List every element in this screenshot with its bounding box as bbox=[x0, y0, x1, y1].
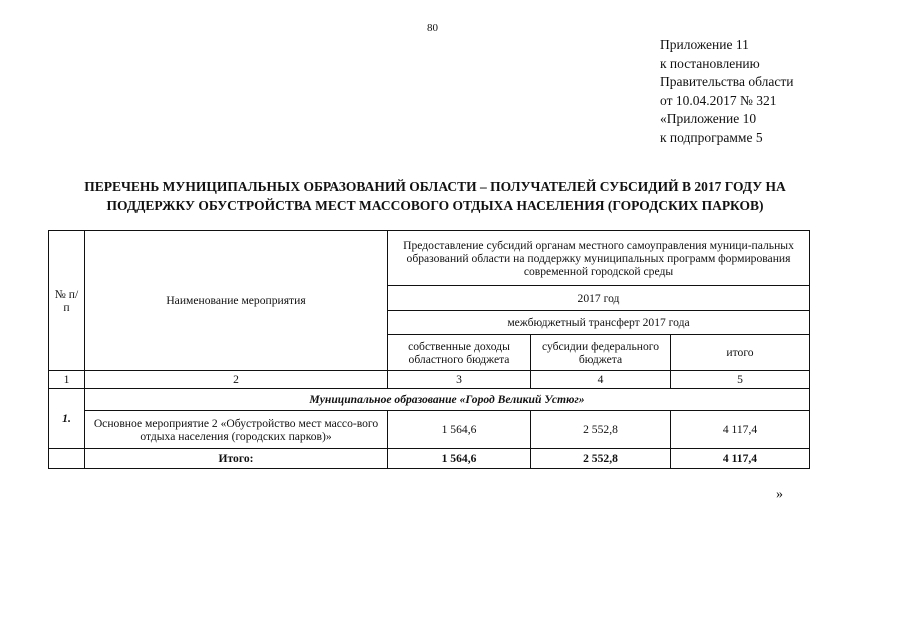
federal-budget-value: 2 552,8 bbox=[531, 411, 671, 449]
totals-label: Итого: bbox=[85, 449, 388, 469]
header-name-col: Наименование мероприятия bbox=[85, 231, 388, 371]
header-federal-budget: субсидии федерального бюджета bbox=[531, 335, 671, 371]
header-number-col: № п/п bbox=[49, 231, 85, 371]
column-number: 5 bbox=[671, 371, 810, 389]
event-name: Основное мероприятие 2 «Обустройство мест массо-вого отдыха населения (городских парков)» bbox=[85, 411, 388, 449]
appendix-reference bbox=[660, 36, 860, 147]
header-year: 2017 год bbox=[388, 286, 810, 311]
appendix-line: к подпрограмме 5 bbox=[660, 129, 763, 145]
totals-regional-budget: 1 564,6 bbox=[388, 449, 531, 469]
totals-total: 4 117,4 bbox=[671, 449, 810, 469]
regional-budget-value: 1 564,6 bbox=[388, 411, 531, 449]
header-total: итого bbox=[671, 335, 810, 371]
column-number: 3 bbox=[388, 371, 531, 389]
header-transfer: межбюджетный трансферт 2017 года bbox=[388, 311, 810, 335]
document-title-line: ПОДДЕРЖКУ ОБУСТРОЙСТВА МЕСТ МАССОВОГО ОТДЫХА НАСЕЛЕНИЯ (ГОРОДСКИХ ПАРКОВ) bbox=[106, 198, 764, 213]
document-title bbox=[30, 177, 840, 215]
document-title-line: ПЕРЕЧЕНЬ МУНИЦИПАЛЬНЫХ ОБРАЗОВАНИЙ ОБЛАСТИ – ПОЛУЧАТЕЛЕЙ СУБСИДИЙ В 2017 ГОДУ НА bbox=[84, 179, 786, 194]
closing-quote-mark: » bbox=[776, 487, 783, 502]
page-number: 80 bbox=[427, 22, 438, 34]
subsidy-table bbox=[48, 230, 810, 469]
totals-federal-budget: 2 552,8 bbox=[531, 449, 671, 469]
appendix-line: к постановлению bbox=[660, 55, 760, 71]
appendix-line: от 10.04.2017 № 321 bbox=[660, 92, 777, 108]
column-number: 4 bbox=[531, 371, 671, 389]
totals-empty-cell bbox=[49, 449, 85, 469]
municipality-heading: Муниципальное образование «Город Великий Устюг» bbox=[85, 389, 810, 411]
total-value: 4 117,4 bbox=[671, 411, 810, 449]
row-number: 1. bbox=[49, 389, 85, 449]
header-group-title: Предоставление субсидий органам местного самоуправления муници-пальных образований области на поддержку муниципальных программ формирования современной городской среды bbox=[388, 231, 810, 286]
appendix-line: Правительства области bbox=[660, 74, 794, 89]
column-number: 2 bbox=[85, 371, 388, 389]
appendix-line: Приложение 11 bbox=[660, 37, 749, 52]
column-number: 1 bbox=[49, 371, 85, 389]
header-regional-budget: собственные доходы областного бюджета bbox=[388, 335, 531, 371]
appendix-line: «Приложение 10 bbox=[660, 111, 757, 126]
